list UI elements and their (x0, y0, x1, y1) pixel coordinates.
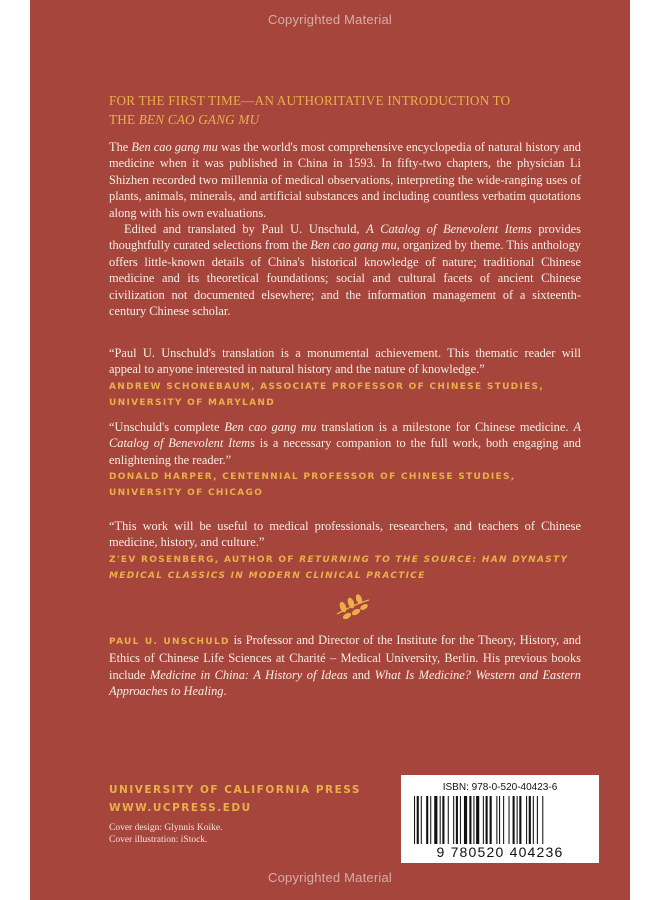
barcode-bars (412, 796, 588, 844)
isbn-barcode (401, 775, 599, 863)
description-paragraph-1: The Ben cao gang mu was the world's most comprehensive encyclopedia of natural history and medicine when it was published in China in 1593. In fifty-two chapters, the physician Li Shizhen recorded two millennia of medical observations, interpreting the wide-ranging uses of plants, animals, minerals, and artificial substances and including countless verbatim quotations along with his own evaluations. (109, 140, 581, 220)
quote-text: “This work will be useful to medical professionals, researchers, and teachers of Chinese medicine, history, and culture.” (109, 519, 581, 550)
publisher-url: WWW.UCPRESS.EDU (109, 802, 252, 814)
cover-illustration-credit: Cover illustration: iStock. (109, 835, 208, 845)
blurb-quote-1 (109, 345, 581, 411)
author-name: PAUL U. UNSCHULD (109, 637, 230, 647)
cover-design-credit: Cover design: Glynnis Koike. (109, 823, 223, 833)
cover-credits (109, 822, 222, 846)
headline-book-title: BEN CAO GANG MU (138, 112, 260, 127)
description-paragraph-2: Edited and translated by Paul U. Unschuld, A Catalog of Benevolent Items provides thoughtfully curated selections from the Ben cao gang mu, organized by theme. This anthology offers little-known details of China's historical knowledge of nature; traditional Chinese medicine and its theoretical foundations; social and cultural facets of ancient Chinese civilization not documented elsewhere; and the information management of a sixteenth-century Chinese scholar. (109, 222, 582, 319)
headline-line-1: FOR THE FIRST TIME—AN AUTHORITATIVE INTRODUCTION TO (109, 93, 511, 108)
publisher-name: UNIVERSITY OF CALIFORNIA PRESS (109, 784, 361, 796)
headline (109, 91, 589, 129)
author-bio: PAUL U. UNSCHULD is Professor and Director of the Institute for the Theory, History, and Ethics of Chinese Life Sciences at Charité – Medical University, Berlin. His previous books include Medicine in China: A History of Ideas and What Is Medicine? Western and Eastern Approaches to Healing. (109, 633, 581, 699)
watermark-bottom: Copyrighted Material (268, 870, 392, 885)
blurb-quote-2 (109, 419, 581, 501)
barcode-digits: 9 780520 404236 (436, 844, 564, 860)
quote-attribution: Z'EV ROSENBERG, AUTHOR OF RETURNING TO THE SOURCE: HAN DYNASTY MEDICAL CLASSICS IN MODERN CLINICAL PRACTICE (109, 554, 569, 581)
headline-line-2: THE BEN CAO GANG MU (109, 112, 260, 127)
watermark-top: Copyrighted Material (268, 12, 392, 27)
isbn-label: ISBN: 978-0-520-40423-6 (442, 782, 558, 793)
quote-text: “Unschuld's complete Ben cao gang mu translation is a milestone for Chinese medicine. A Catalog of Benevolent Items is a necessary companion to the full work, both engaging and enlightening the reader.” (109, 420, 582, 467)
quote-attribution: ANDREW SCHONEBAUM, ASSOCIATE PROFESSOR OF CHINESE STUDIES, UNIVERSITY OF MARYLAND (109, 381, 545, 408)
quote-attribution: DONALD HARPER, CENTENNIAL PROFESSOR OF CHINESE STUDIES, UNIVERSITY OF CHICAGO (109, 472, 516, 499)
quote-text: “Paul U. Unschuld's translation is a monumental achievement. This thematic reader will appeal to anyone interested in natural history and the nature of knowledge.” (109, 346, 581, 377)
publisher-block (109, 781, 361, 817)
blurb-quote-3 (109, 518, 581, 584)
back-cover (30, 0, 630, 900)
leaf-ornament-icon (333, 592, 373, 620)
